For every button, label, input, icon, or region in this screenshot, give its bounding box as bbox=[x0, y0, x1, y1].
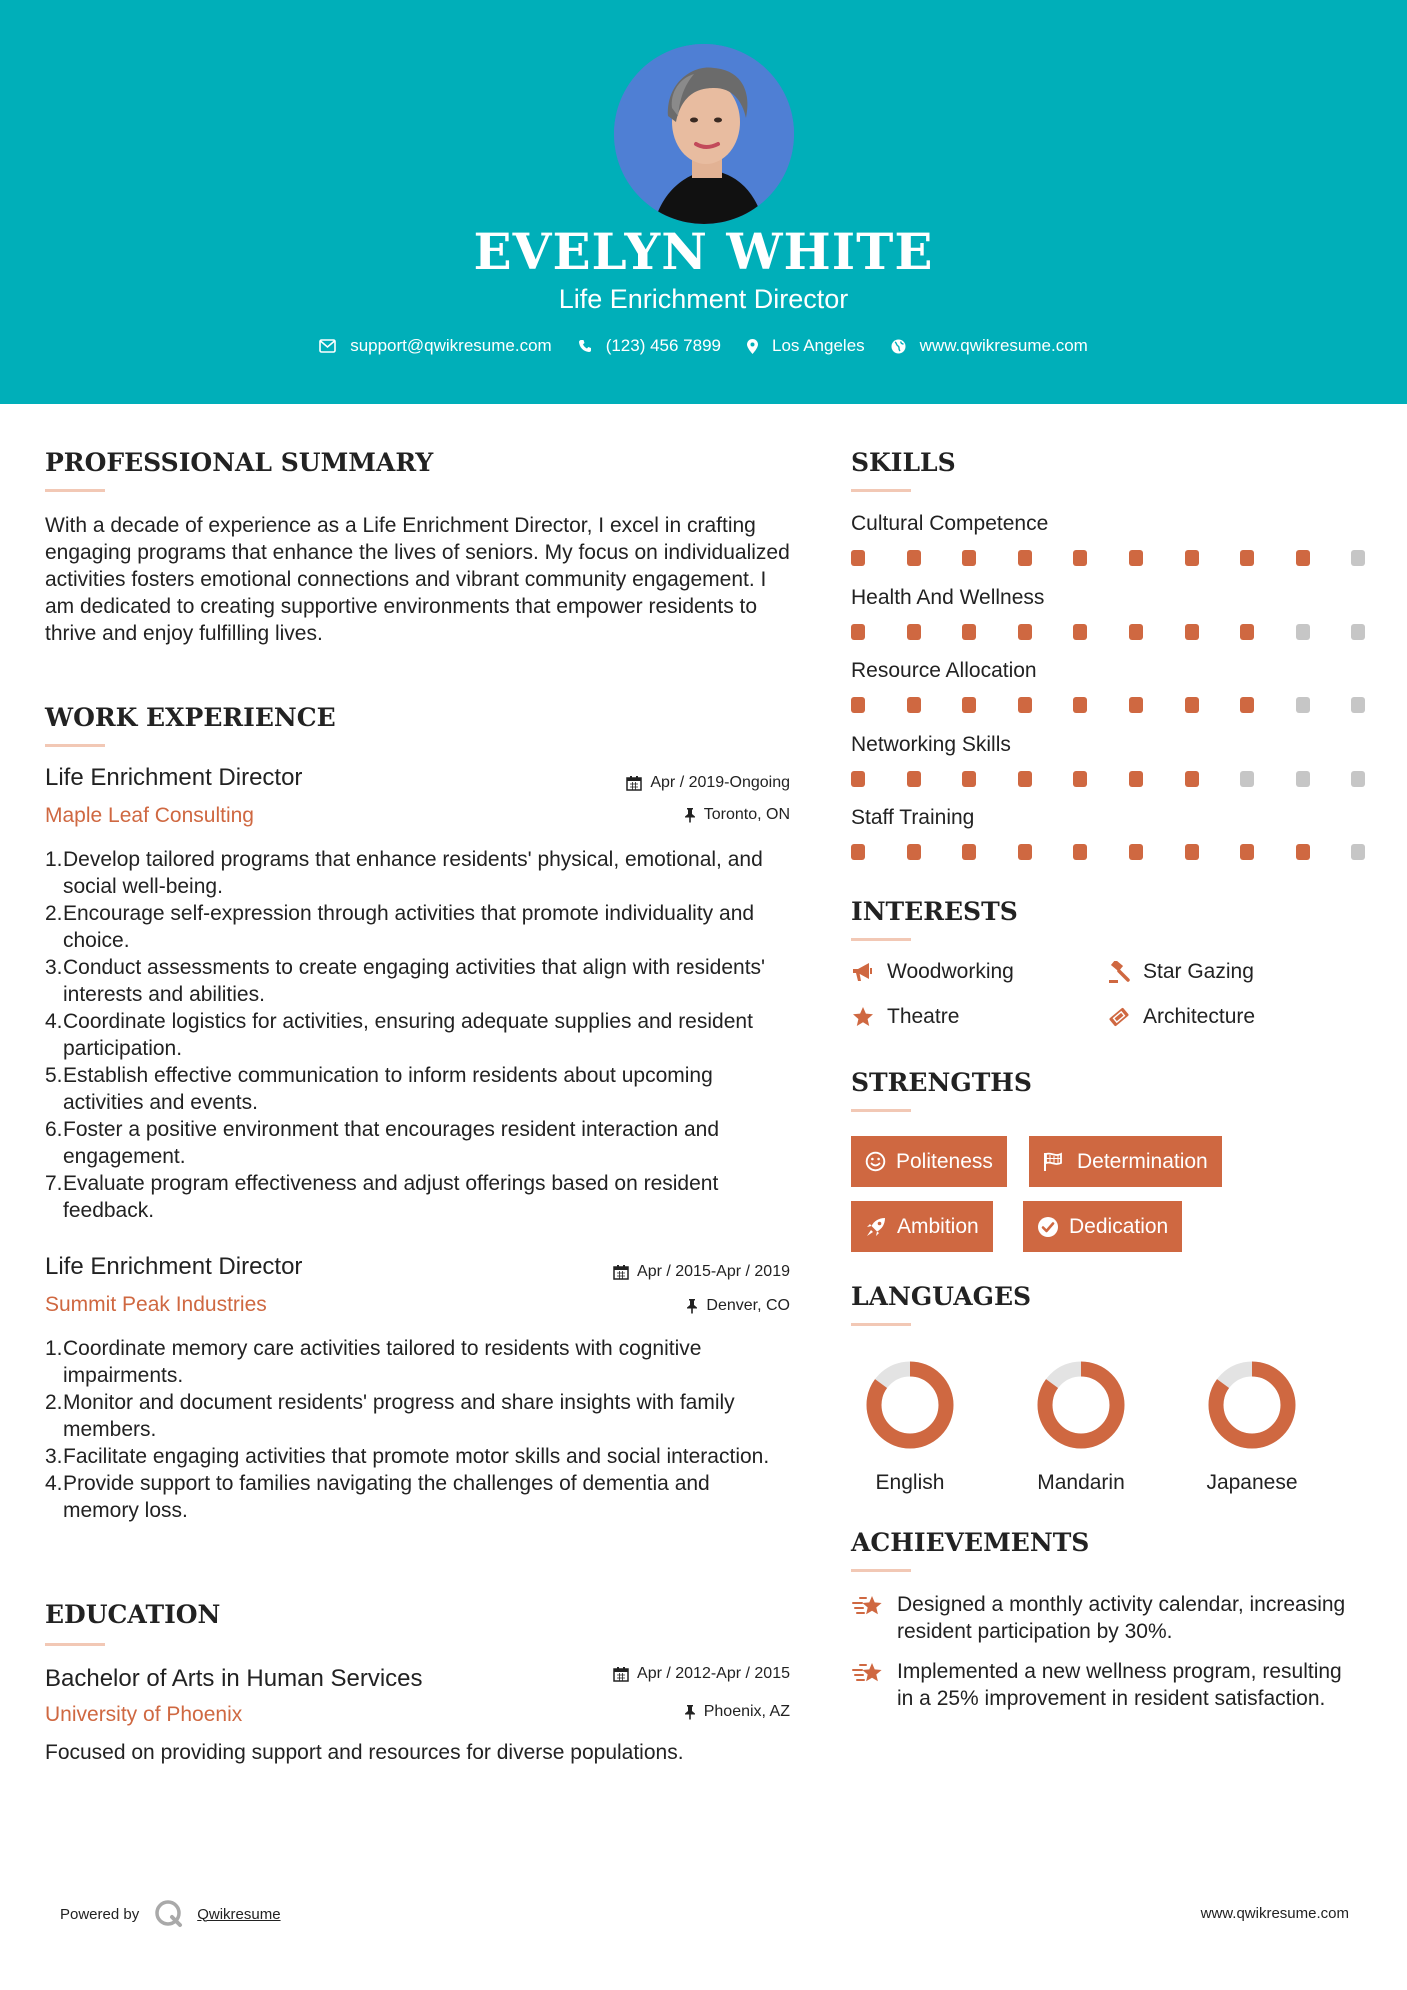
skill-rating bbox=[851, 771, 1407, 787]
skill-rating-dot bbox=[1296, 550, 1310, 566]
skill-rating-dot bbox=[1296, 697, 1310, 713]
skill-name: Networking Skills bbox=[851, 732, 1011, 756]
experience-heading: WORK EXPERIENCE bbox=[45, 703, 336, 732]
skill-rating-dot bbox=[1018, 771, 1032, 787]
skill-rating-dot bbox=[1129, 844, 1143, 860]
contact-website-text: www.qwikresume.com bbox=[919, 336, 1088, 355]
education-heading: EDUCATION bbox=[45, 1600, 221, 1629]
job-location bbox=[470, 806, 790, 824]
strength-tag bbox=[851, 1136, 1007, 1187]
interest-item bbox=[851, 960, 1014, 984]
languages-heading: LANGUAGES bbox=[851, 1282, 1032, 1311]
list-item: 4. Coordinate logistics for activities, ensuring adequate supplies and resident participation. bbox=[45, 1010, 753, 1060]
pushpin-icon bbox=[686, 1298, 698, 1314]
rocket-icon bbox=[865, 1216, 887, 1238]
strengths-underline bbox=[851, 1109, 911, 1112]
job-dates bbox=[470, 1263, 790, 1281]
education-dates-text: Apr / 2012-Apr / 2015 bbox=[637, 1665, 790, 1682]
contact-website[interactable] bbox=[891, 336, 1088, 356]
language-item bbox=[835, 1360, 985, 1495]
achievement-item bbox=[851, 1658, 1351, 1712]
skill-rating-dot bbox=[1073, 844, 1087, 860]
contact-location bbox=[747, 336, 865, 356]
pushpin-icon bbox=[684, 1704, 696, 1720]
job-location-text: Toronto, ON bbox=[703, 806, 790, 823]
medal-star-icon bbox=[851, 1660, 885, 1688]
profile-photo bbox=[614, 44, 794, 224]
skill-rating-dot bbox=[962, 771, 976, 787]
education-description: Focused on providing support and resources for diverse populations. bbox=[45, 1741, 684, 1764]
skill-rating-dot bbox=[1351, 697, 1365, 713]
skill-name: Health And Wellness bbox=[851, 585, 1045, 609]
skill-name: Resource Allocation bbox=[851, 659, 1037, 682]
skill-rating-dot bbox=[1018, 697, 1032, 713]
resume-header bbox=[0, 0, 1407, 404]
skill-rating-dot bbox=[1351, 771, 1365, 787]
contact-location-text: Los Angeles bbox=[772, 336, 865, 355]
summary-underline bbox=[45, 489, 105, 492]
achievement-text: Designed a monthly activity calendar, increasing resident participation by 30%. bbox=[897, 1593, 1346, 1643]
skill-rating-dot bbox=[1240, 771, 1254, 787]
contact-bar bbox=[0, 336, 1407, 356]
ticket-icon bbox=[1107, 1006, 1131, 1028]
language-proficiency-donut bbox=[1036, 1360, 1126, 1450]
list-item: 3. Facilitate engaging activities that promote motor skills and social interaction. bbox=[45, 1445, 770, 1468]
strengths-heading: STRENGTHS bbox=[851, 1068, 1032, 1097]
skills-underline bbox=[851, 489, 911, 492]
interest-label: Theatre bbox=[887, 1005, 960, 1028]
skill-rating-dot bbox=[1185, 624, 1199, 640]
skill-rating-dot bbox=[1351, 550, 1365, 566]
candidate-name: EVELYN WHITE bbox=[473, 222, 934, 281]
interest-item bbox=[851, 1005, 959, 1029]
education-location-text: Phoenix, AZ bbox=[703, 1703, 790, 1720]
languages-underline bbox=[851, 1323, 911, 1326]
contact-phone-text: (123) 456 7899 bbox=[605, 336, 722, 355]
achievements-heading: ACHIEVEMENTS bbox=[851, 1528, 1090, 1557]
skill-rating-dot bbox=[1351, 844, 1365, 860]
skill-rating-dot bbox=[1073, 550, 1087, 566]
list-item: 1. Develop tailored programs that enhance residents' physical, emotional, and social well-being. bbox=[45, 848, 763, 898]
skill-rating-dot bbox=[907, 550, 921, 566]
language-name: English bbox=[875, 1471, 945, 1494]
skill-rating-dot bbox=[1073, 624, 1087, 640]
skill-rating-dot bbox=[1185, 771, 1199, 787]
skill-rating-dot bbox=[1129, 697, 1143, 713]
calendar-icon bbox=[613, 1666, 629, 1682]
contact-email-text: support@qwikresume.com bbox=[350, 336, 552, 355]
skill-rating-dot bbox=[1240, 624, 1254, 640]
skill-rating-dot bbox=[851, 550, 865, 566]
map-pin-icon bbox=[747, 339, 758, 354]
summary-text: With a decade of experience as a Life Enrichment Director, I excel in crafting engaging programs that enhance the lives of seniors. My focus on individualized activities fosters emotional connections and vibrant community engagement. I am dedicated to creating supportive environments that empower residents to thrive and enjoy fulfilling lives. bbox=[45, 514, 790, 645]
skill-rating-dot bbox=[1351, 624, 1365, 640]
footer-powered-label: Powered by bbox=[60, 1905, 140, 1923]
job-company: Summit Peak Industries bbox=[45, 1293, 267, 1316]
language-name: Mandarin bbox=[1037, 1471, 1125, 1494]
skill-name: Cultural Competence bbox=[851, 512, 1049, 535]
skill-rating-dot bbox=[1073, 771, 1087, 787]
skill-rating-dot bbox=[851, 697, 865, 713]
skill-rating-dot bbox=[851, 624, 865, 640]
qwikresume-logo-icon bbox=[153, 1898, 185, 1930]
skill-rating-dot bbox=[1240, 844, 1254, 860]
education-location bbox=[470, 1703, 790, 1721]
skill-rating-dot bbox=[907, 697, 921, 713]
skill-rating-dot bbox=[1240, 550, 1254, 566]
gavel-icon bbox=[1107, 961, 1131, 983]
skill-rating-dot bbox=[1185, 550, 1199, 566]
strength-tag bbox=[851, 1201, 993, 1252]
skill-rating-dot bbox=[1240, 697, 1254, 713]
medal-star-icon bbox=[851, 1593, 885, 1621]
candidate-role: Life Enrichment Director bbox=[558, 284, 849, 314]
job-dates bbox=[470, 774, 790, 792]
flag-icon bbox=[1043, 1152, 1067, 1172]
job-location-text: Denver, CO bbox=[706, 1297, 790, 1314]
skill-rating-dot bbox=[1129, 624, 1143, 640]
education-underline bbox=[45, 1643, 105, 1646]
skill-rating-dot bbox=[962, 624, 976, 640]
skill-rating-dot bbox=[851, 844, 865, 860]
skill-rating-dot bbox=[851, 771, 865, 787]
skill-rating-dot bbox=[1018, 844, 1032, 860]
list-item: 1. Coordinate memory care activities tailored to residents with cognitive impairments. bbox=[45, 1337, 702, 1387]
interest-label: Woodworking bbox=[887, 960, 1014, 983]
language-name: Japanese bbox=[1206, 1471, 1298, 1494]
job-dates-text: Apr / 2019-Ongoing bbox=[650, 774, 790, 791]
skill-rating-dot bbox=[962, 550, 976, 566]
education-degree: Bachelor of Arts in Human Services bbox=[45, 1665, 423, 1692]
skill-name: Staff Training bbox=[851, 806, 975, 829]
pushpin-icon bbox=[684, 807, 696, 823]
globe-icon bbox=[891, 339, 906, 354]
language-proficiency-donut bbox=[865, 1360, 955, 1450]
skill-rating-dot bbox=[1185, 697, 1199, 713]
interest-label: Star Gazing bbox=[1143, 960, 1254, 983]
skill-rating-dot bbox=[1073, 697, 1087, 713]
interest-label: Architecture bbox=[1143, 1005, 1256, 1028]
skill-rating-dot bbox=[1185, 844, 1199, 860]
megaphone-icon bbox=[851, 961, 875, 983]
strength-label: Ambition bbox=[897, 1214, 979, 1238]
achievement-item bbox=[851, 1591, 1351, 1645]
job-title: Life Enrichment Director bbox=[45, 764, 303, 791]
summary-heading: PROFESSIONAL SUMMARY bbox=[45, 448, 434, 477]
achievements-underline bbox=[851, 1569, 911, 1572]
experience-underline bbox=[45, 744, 105, 747]
job-dates-text: Apr / 2015-Apr / 2019 bbox=[637, 1263, 790, 1280]
list-item: 7. Evaluate program effectiveness and adjust offerings based on resident feedback. bbox=[45, 1172, 719, 1222]
skill-rating-dot bbox=[907, 844, 921, 860]
skill-rating-dot bbox=[907, 624, 921, 640]
calendar-icon bbox=[626, 775, 642, 791]
strength-label: Dedication bbox=[1069, 1214, 1169, 1238]
strength-tag bbox=[1023, 1201, 1182, 1252]
language-proficiency-donut bbox=[1207, 1360, 1297, 1450]
job-title: Life Enrichment Director bbox=[45, 1253, 303, 1280]
footer-powered-by bbox=[60, 1898, 281, 1930]
interest-item bbox=[1107, 960, 1254, 984]
list-item: 3. Conduct assessments to create engaging activities that align with residents' interests and abilities. bbox=[45, 956, 766, 1006]
skill-rating bbox=[851, 624, 1407, 640]
strength-tag bbox=[1029, 1136, 1222, 1187]
skill-rating-dot bbox=[907, 771, 921, 787]
calendar-icon bbox=[613, 1264, 629, 1280]
skill-rating-dot bbox=[1296, 771, 1310, 787]
star-icon bbox=[851, 1006, 875, 1028]
skill-rating bbox=[851, 550, 1407, 566]
language-item bbox=[1006, 1360, 1156, 1495]
check-circle-icon bbox=[1037, 1216, 1059, 1238]
skill-rating-dot bbox=[1129, 550, 1143, 566]
list-item: 6. Foster a positive environment that encourages resident interaction and engagement. bbox=[45, 1118, 720, 1168]
phone-icon bbox=[578, 339, 592, 353]
skill-rating-dot bbox=[1018, 624, 1032, 640]
list-item: 2. Encourage self-expression through activities that promote individuality and choice. bbox=[45, 902, 755, 952]
achievement-text: Implemented a new wellness program, resulting in a 25% improvement in resident satisfaction. bbox=[897, 1660, 1342, 1710]
skills-heading: SKILLS bbox=[851, 448, 956, 477]
strength-label: Politeness bbox=[896, 1149, 993, 1173]
skill-rating-dot bbox=[1129, 771, 1143, 787]
education-dates bbox=[470, 1665, 790, 1683]
footer-website[interactable]: www.qwikresume.com bbox=[1200, 1905, 1349, 1922]
interests-heading: INTERESTS bbox=[851, 897, 1018, 926]
smile-icon bbox=[865, 1151, 886, 1172]
list-item: 4. Provide support to families navigating the challenges of dementia and memory loss. bbox=[45, 1472, 710, 1522]
list-item: 5. Establish effective communication to inform residents about upcoming activities and events. bbox=[45, 1064, 713, 1114]
job-responsibilities bbox=[45, 846, 785, 1224]
education-school: University of Phoenix bbox=[45, 1703, 243, 1726]
job-company: Maple Leaf Consulting bbox=[45, 804, 254, 827]
job-responsibilities bbox=[45, 1335, 785, 1524]
interests-underline bbox=[851, 938, 911, 941]
language-item bbox=[1177, 1360, 1327, 1495]
list-item: 2. Monitor and document residents' progress and share insights with family members. bbox=[45, 1391, 735, 1441]
interest-item bbox=[1107, 1005, 1255, 1029]
skill-rating-dot bbox=[1018, 550, 1032, 566]
contact-email[interactable] bbox=[319, 336, 552, 356]
job-location bbox=[470, 1297, 790, 1315]
skill-rating-dot bbox=[1296, 844, 1310, 860]
contact-phone[interactable] bbox=[578, 336, 721, 356]
skill-rating bbox=[851, 697, 1407, 713]
footer-brand-link[interactable]: Qwikresume bbox=[197, 1905, 281, 1923]
strength-label: Determination bbox=[1077, 1149, 1208, 1173]
skill-rating bbox=[851, 844, 1407, 860]
skill-rating-dot bbox=[962, 844, 976, 860]
skill-rating-dot bbox=[1296, 624, 1310, 640]
envelope-icon bbox=[319, 339, 336, 353]
skill-rating-dot bbox=[962, 697, 976, 713]
